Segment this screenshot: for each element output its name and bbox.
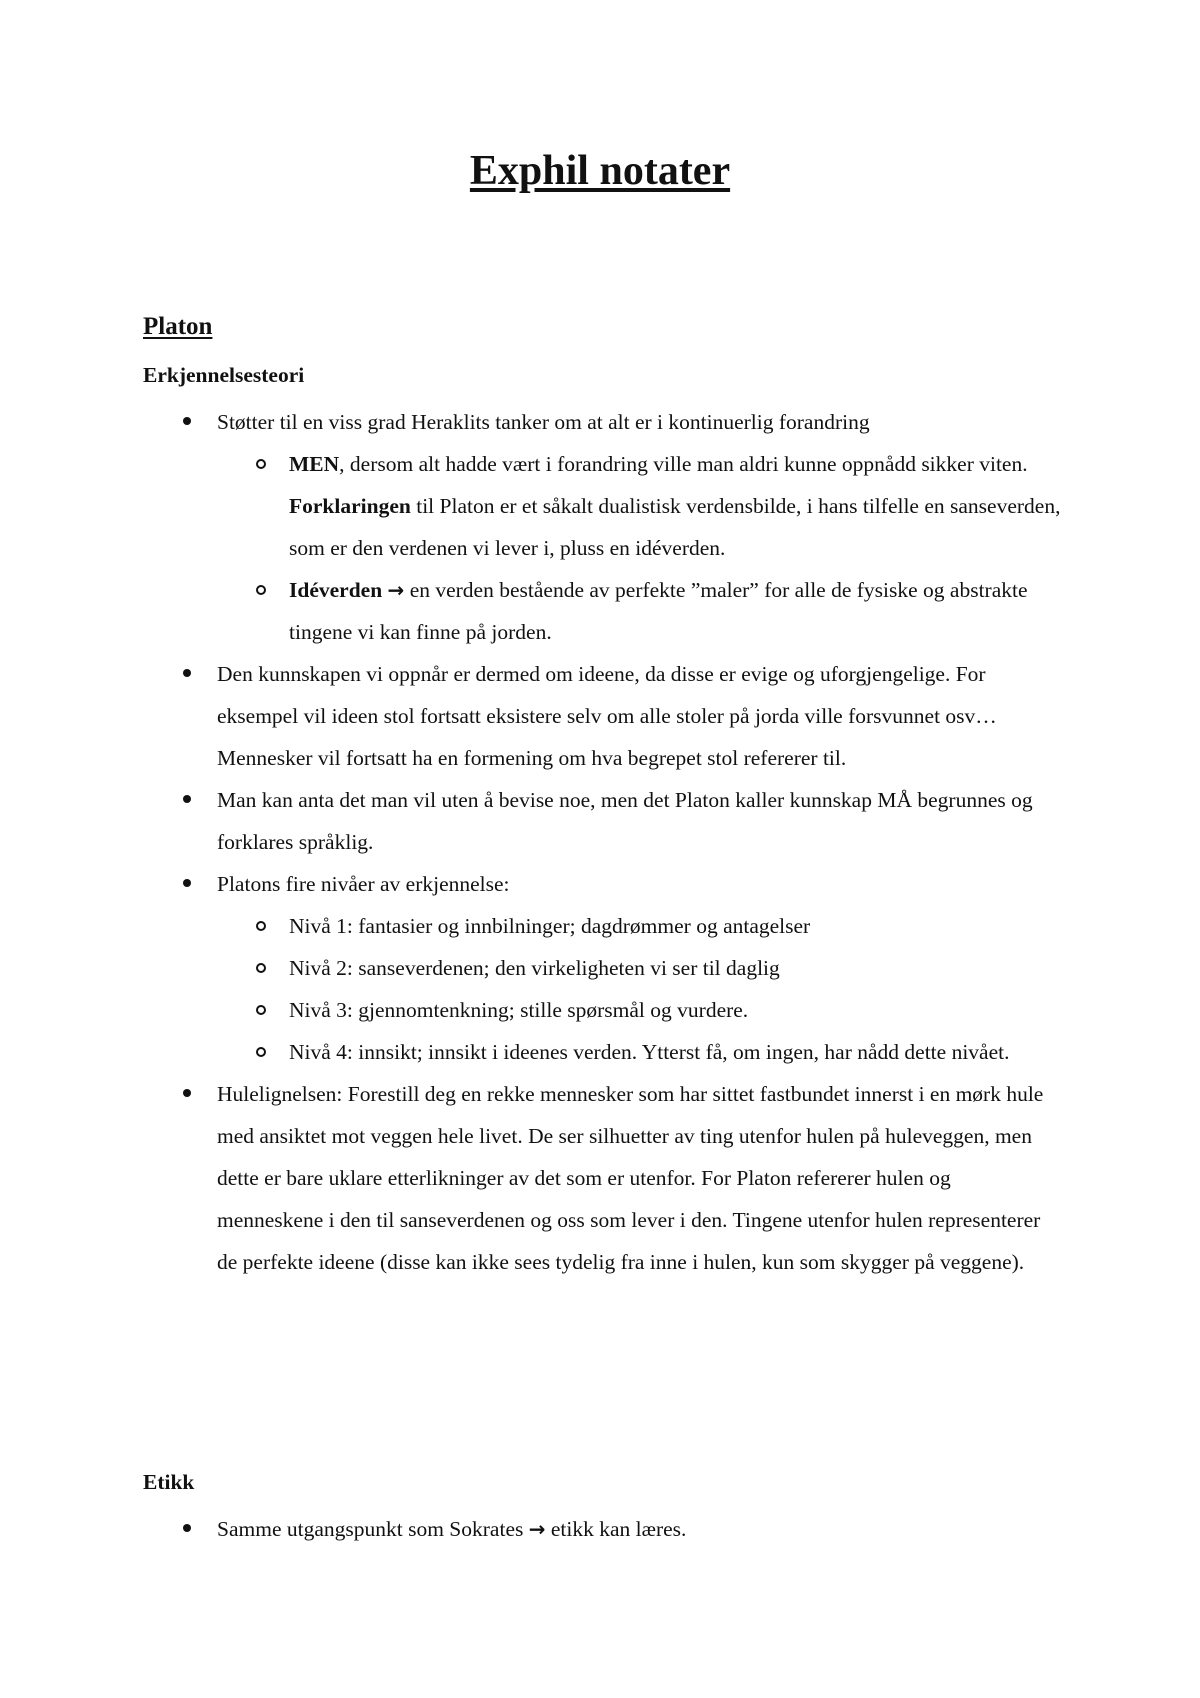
body-text: til Platon er et såkalt dualistisk verdensbilde, i hans tilfelle en sanseverden, som er den verdenen vi lever i, pluss en idéverden. bbox=[289, 494, 1061, 560]
section-title-platon: Platon bbox=[143, 313, 213, 340]
bullet-icon bbox=[183, 795, 191, 803]
sub-bullet-item bbox=[0, 569, 1200, 653]
bullet-icon bbox=[183, 1089, 191, 1097]
emphasis-text: Idéverden bbox=[289, 578, 383, 602]
circle-bullet-icon bbox=[256, 921, 266, 931]
bullet-text bbox=[217, 1508, 1060, 1550]
erkjennelse-bullet-list bbox=[0, 401, 1200, 1283]
document-title: Exphil notater bbox=[469, 148, 731, 194]
body-text: en verden bestående av perfekte ”maler” for alle de fysiske og abstrakte tingene vi kan finne på jorden. bbox=[289, 578, 1028, 644]
sub-bullet-text: Nivå 3: gjennomtenkning; stille spørsmål og vurdere. bbox=[289, 998, 749, 1022]
sub-bullet-text bbox=[289, 443, 1065, 569]
sub-bullet-item bbox=[0, 443, 1200, 569]
bullet-item bbox=[0, 1508, 1200, 1550]
etikk-bullet-list bbox=[0, 1508, 1200, 1550]
circle-bullet-icon bbox=[256, 1005, 266, 1015]
sub-bullet-text: Nivå 1: fantasier og innbilninger; dagdrømmer og antagelser bbox=[289, 914, 811, 938]
emphasis-text: MEN bbox=[289, 452, 340, 476]
body-text: , dersom alt hadde vært i forandring ville man aldri kunne oppnådd sikker viten. bbox=[339, 452, 1028, 476]
circle-bullet-icon bbox=[256, 963, 266, 973]
subsection-title-erkjennelsesteori: Erkjennelsesteori bbox=[143, 363, 305, 387]
bullet-text: Hulelignelsen: Forestill deg en rekke mennesker som har sittet fastbundet innerst i en mørk hule med ansiktet mot veggen hele livet. De ser silhuetter av ting utenfor hulen på huleveggen, men dette er bare uklare etterlikninger av det som er utenfor. For Platon refererer hulen og menneskene i den til sanseverdenen og oss som lever i den. Tingene utenfor hulen representerer de perfekte ideene (disse kan ikke sees tydelig fra inne i hulen, kun som skygger på veggene). bbox=[217, 1082, 1044, 1274]
sub-bullet-item bbox=[0, 1031, 1200, 1073]
bullet-text: Man kan anta det man vil uten å bevise noe, men det Platon kaller kunnskap MÅ begrunnes og forklares språklig. bbox=[217, 788, 1033, 854]
bullet-icon bbox=[183, 417, 191, 425]
bullet-item bbox=[0, 779, 1200, 863]
circle-bullet-icon bbox=[256, 459, 266, 469]
bullet-text: Støtter til en viss grad Heraklits tanker om at alt er i kontinuerlig forandring bbox=[217, 410, 870, 434]
bullet-item bbox=[0, 653, 1200, 779]
circle-bullet-icon bbox=[256, 1047, 266, 1057]
circle-bullet-icon bbox=[256, 585, 266, 595]
sub-bullet-text: Nivå 2: sanseverdenen; den virkeligheten vi ser til daglig bbox=[289, 956, 780, 980]
bullet-icon bbox=[183, 879, 191, 887]
body-text: Samme utgangspunkt som Sokrates bbox=[217, 1517, 529, 1541]
bullet-item bbox=[0, 1073, 1200, 1283]
sub-bullet-item bbox=[0, 905, 1200, 947]
bullet-icon bbox=[183, 669, 191, 677]
sub-bullet-item bbox=[0, 989, 1200, 1031]
bullet-text: Den kunnskapen vi oppnår er dermed om ideene, da disse er evige og uforgjengelige. For eksempel vil ideen stol fortsatt eksistere selv om alle stoler på jorda ville forsvunnet osv… Mennesker vil fortsatt ha en formening om hva begrepet stol refererer til. bbox=[217, 662, 997, 770]
sub-bullet-text bbox=[289, 569, 1065, 653]
bullet-item bbox=[0, 863, 1200, 905]
bullet-icon bbox=[183, 1524, 191, 1532]
right-arrow-icon: → bbox=[387, 578, 405, 602]
bullet-item bbox=[0, 401, 1200, 443]
emphasis-text: Forklaringen bbox=[289, 494, 411, 518]
subsection-title-etikk: Etikk bbox=[143, 1470, 195, 1494]
sub-bullet-text: Nivå 4: innsikt; innsikt i ideenes verden. Ytterst få, om ingen, har nådd dette nivået. bbox=[289, 1040, 1010, 1064]
right-arrow-icon: → bbox=[528, 1517, 546, 1541]
body-text: etikk kan læres. bbox=[545, 1517, 687, 1541]
sub-bullet-item bbox=[0, 947, 1200, 989]
bullet-text: Platons fire nivåer av erkjennelse: bbox=[217, 872, 510, 896]
